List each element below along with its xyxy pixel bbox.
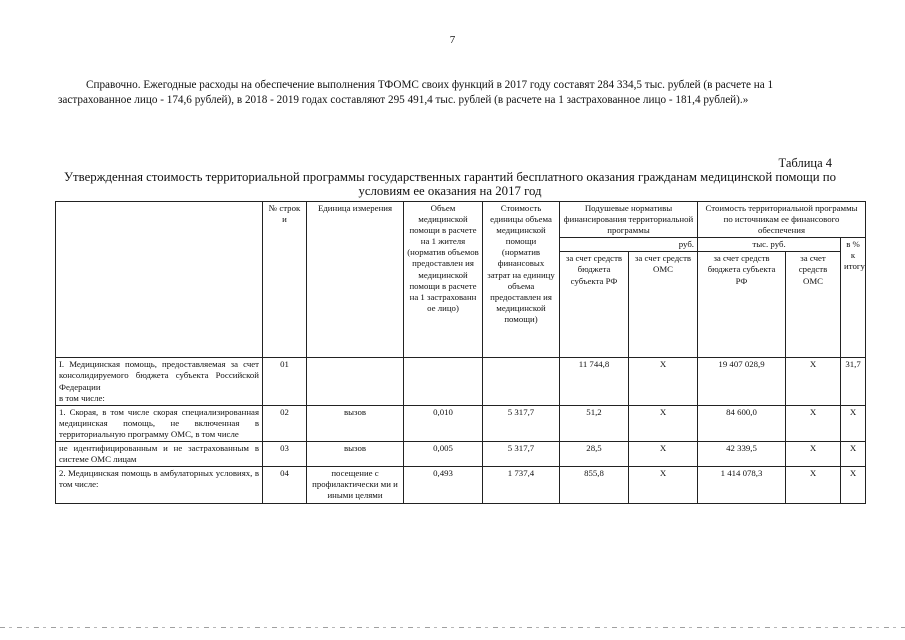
- row-name-text: I. Медицинская помощь, предоставляемая за счет консолидируемого бюджета субъекта Российской Федерации: [59, 359, 259, 392]
- row-no: 02: [263, 405, 307, 441]
- row-no: 04: [263, 467, 307, 503]
- row-name: не идентифицированным и не застрахованным в системе ОМС лицам: [56, 442, 263, 467]
- row-cost: 5 317,7: [483, 405, 560, 441]
- row-pc-budget: 11 744,8: [560, 358, 629, 405]
- row-t-oms: Х: [786, 358, 841, 405]
- header-name: [56, 202, 263, 358]
- header-total-budget: за счет средств бюджета субъекта РФ: [698, 252, 786, 358]
- header-per-capita-oms: за счет средств ОМС: [629, 252, 698, 358]
- row-pc-budget: 28,5: [560, 442, 629, 467]
- page-number: 7: [449, 34, 456, 46]
- row-unit: вызов: [307, 442, 404, 467]
- row-unit: посещение с профилактически ми и иными целями: [307, 467, 404, 503]
- row-name: [56, 358, 263, 405]
- row-volume: 0,005: [404, 442, 483, 467]
- row-pct: Х: [841, 442, 866, 467]
- row-pc-oms: Х: [629, 442, 698, 467]
- header-volume: Объем медицинской помощи в расчете на 1 жителя (норматив объемов предоставлен ия медицинской помощи в расчете на 1 застрахованн ое лицо): [404, 202, 483, 358]
- row-pct: Х: [841, 405, 866, 441]
- table-caption: Таблица 4: [778, 156, 832, 170]
- header-total-unit: тыс. руб.: [698, 238, 841, 252]
- header-total-oms: за счет средств ОМС: [786, 252, 841, 358]
- program-cost-table: [55, 201, 866, 504]
- table-row: [56, 358, 866, 405]
- header-cost: Стоимость единицы объема медицинской помощи (норматив финансовых затрат на единицу объема предоставлен ия медицинской помощи): [483, 202, 560, 358]
- header-total: Стоимость территориальной программы по источникам ее финансового обеспечения: [698, 202, 866, 238]
- row-t-oms: Х: [786, 467, 841, 503]
- row-unit: [307, 358, 404, 405]
- row-cost: 5 317,7: [483, 442, 560, 467]
- row-t-budget: 42 339,5: [698, 442, 786, 467]
- row-pc-oms: Х: [629, 405, 698, 441]
- scan-edge-line: [0, 627, 905, 628]
- header-per-capita-budget: за счет средств бюджета субъекта РФ: [560, 252, 629, 358]
- header-per-capita-unit: руб.: [560, 238, 698, 252]
- header-per-capita: Подушевые нормативы финансирования территориальной программы: [560, 202, 698, 238]
- row-no: 03: [263, 442, 307, 467]
- table-row: [56, 442, 866, 467]
- row-pct: 31,7: [841, 358, 866, 405]
- row-volume: 0,010: [404, 405, 483, 441]
- row-pc-budget: 51,2: [560, 405, 629, 441]
- row-volume: 0,493: [404, 467, 483, 503]
- row-no: 01: [263, 358, 307, 405]
- header-row-1: [56, 202, 866, 238]
- header-row-no: № строк и: [263, 202, 307, 358]
- row-pc-oms: Х: [629, 467, 698, 503]
- table-row: [56, 405, 866, 441]
- header-unit: Единица измерения: [307, 202, 404, 358]
- row-pc-oms: Х: [629, 358, 698, 405]
- row-t-budget: 19 407 028,9: [698, 358, 786, 405]
- table-row: [56, 467, 866, 503]
- header-total-pct: в % к итогу: [841, 238, 866, 358]
- row-pct: Х: [841, 467, 866, 503]
- row-t-oms: Х: [786, 405, 841, 441]
- row-cost: [483, 358, 560, 405]
- row-pc-budget: 855,8: [560, 467, 629, 503]
- row-t-budget: 1 414 078,3: [698, 467, 786, 503]
- row-name: 2. Медицинская помощь в амбулаторных условиях, в том числе:: [56, 467, 263, 503]
- reference-note: Справочно. Ежегодные расходы на обеспечение выполнения ТФОМС своих функций в 2017 году составят 284 334,5 тыс. рублей (в расчете на 1 застрахованное лицо - 174,6 рублей), в 2018 - 2019 годах составляют 295 491,4 тыс. рублей (в расчете на 1 застрахованное лицо - 181,4 рублей).»: [58, 79, 774, 106]
- row-volume: [404, 358, 483, 405]
- row-name: 1. Скорая, в том числе скорая специализированная медицинская помощь, не включенная в территориальную программу ОМС, в том числе: [56, 405, 263, 441]
- row-t-budget: 84 600,0: [698, 405, 786, 441]
- row-unit: вызов: [307, 405, 404, 441]
- row-name-sub: в том числе:: [59, 392, 105, 403]
- row-t-oms: Х: [786, 442, 841, 467]
- row-cost: 1 737,4: [483, 467, 560, 503]
- table-title: Утвержденная стоимость территориальной программы государственных гарантий бесплатного оказания гражданам медицинской помощи по условиям ее оказания на 2017 год: [63, 170, 837, 198]
